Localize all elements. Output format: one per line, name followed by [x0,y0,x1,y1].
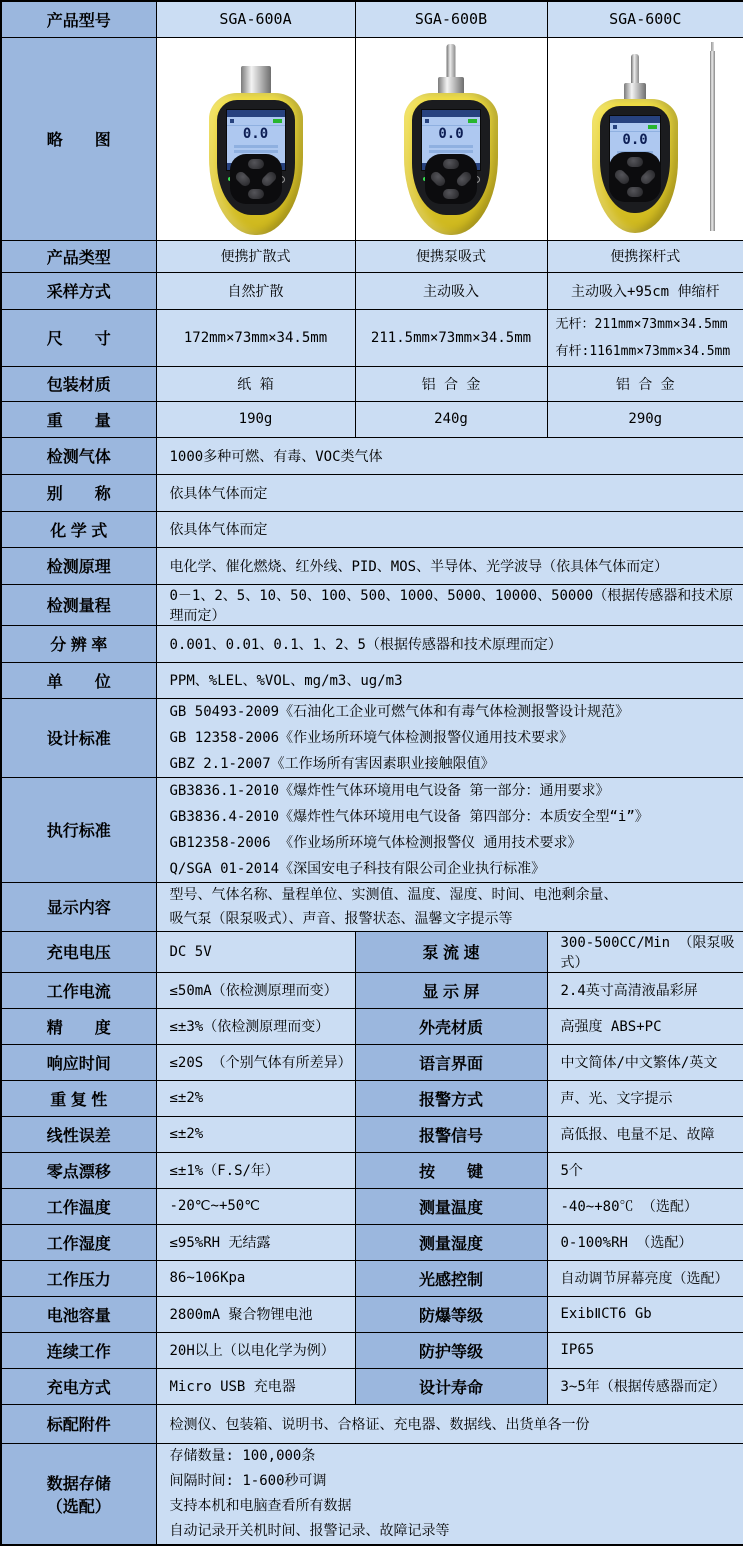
value-cell: 211.5mm×73mm×34.5mm [355,309,547,366]
screen-reading: 0.0 [438,125,464,142]
table-row [1,1188,743,1224]
storage-line: 支持本机和电脑查看所有数据 [169,1497,352,1514]
value-cell: -20℃~+50℃ [156,1188,355,1224]
device-body [404,93,498,235]
table-row [1,882,743,931]
row-label: 检测量程 [1,584,156,625]
row-label: 显 示 屏 [355,972,547,1008]
value-cell: 86~106Kpa [156,1260,355,1296]
value-cell: DC 5V [156,931,355,972]
battery-icon [273,119,282,123]
value-cell: 300-500CC/Min （限泵吸式） [547,931,743,972]
model-name-a: SGA-600A [156,1,355,37]
size-line: 有杆:1161mm×73mm×34.5mm [555,343,731,359]
row-label: 测量温度 [355,1188,547,1224]
row-label: 语言界面 [355,1044,547,1080]
device-front-panel [217,100,295,215]
screen-reading: 0.0 [622,131,648,148]
row-label: 充电电压 [1,931,156,972]
screen-row [234,145,278,148]
screen-row [429,145,473,148]
value-cell: 1000多种可燃、有毒、VOC类气体 [156,437,743,474]
value-cell: 便携泵吸式 [355,240,547,272]
value-cell: -40~+80℃ （选配） [547,1188,743,1224]
value-cell: ≤±2% [156,1116,355,1152]
battery-icon [648,125,657,129]
sensor-cap [241,66,271,94]
value-cell [156,882,743,931]
row-label: 重 量 [1,401,156,437]
standard-line: Q/SGA 01-2014《深国安电子科技有限公司企业执行标准》 [169,860,546,877]
row-label: 响应时间 [1,1044,156,1080]
value-cell: Micro USB 充电器 [156,1368,355,1404]
table-row [1,1,743,37]
table-row [1,1224,743,1260]
row-label: 工作湿度 [1,1224,156,1260]
storage-line: 存储数量: 100,000条 [169,1447,316,1464]
device-body [209,93,303,235]
screen-titlebar [227,110,285,117]
row-label: 重 复 性 [1,1080,156,1116]
standard-line: GB 12358-2006《作业场所环境气体检测报警仪通用技术要求》 [169,729,574,746]
screen-titlebar [610,116,660,123]
value-cell: ≤50mA（依检测原理而变） [156,972,355,1008]
table-row [1,437,743,474]
screen-reading: 0.0 [242,125,269,142]
value-cell: ≤±2% [156,1080,355,1116]
table-row [1,584,743,625]
value-cell: 0-100%RH （选配） [547,1224,743,1260]
device-body [592,99,678,233]
table-row [1,240,743,272]
down-button [248,189,264,199]
row-label: 电池容量 [1,1296,156,1332]
value-cell: 自动调节屏幕亮度（选配） [547,1260,743,1296]
telescopic-rod [710,51,715,231]
button-pad [230,154,282,204]
value-cell: 240g [355,401,547,437]
right-button [455,169,473,187]
value-cell: PPM、%LEL、%VOL、mg/m3、ug/m3 [156,662,743,698]
right-button [639,167,657,185]
value-cell [547,309,743,366]
value-cell: 声、光、文字提示 [547,1080,743,1116]
row-label: 工作压力 [1,1260,156,1296]
table-row [1,1404,743,1443]
table-row [1,1116,743,1152]
row-label: 显示内容 [1,882,156,931]
screen-statusbar [227,117,285,126]
table-row [1,1332,743,1368]
button-pad [425,154,477,204]
value-cell: 20H以上（以电化学为例） [156,1332,355,1368]
row-label-model: 产品型号 [1,1,156,37]
storage-line: 间隔时间: 1-600秒可调 [169,1472,327,1489]
value-cell [156,777,743,882]
speaker-icon [613,125,617,129]
table-row [1,37,743,240]
standard-line: GB 50493-2009《石油化工企业可燃气体和有毒气体检测报警设计规范》 [169,703,630,720]
display-line: 吸气泵（限泵吸式）、声音、报警状态、温馨文字提示等 [169,910,513,927]
table-row [1,698,743,777]
table-row [1,625,743,662]
storage-line: 自动记录开关机时间、报警记录、故障记录等 [169,1522,450,1539]
device-image-cell-c [547,37,743,240]
standard-line: GB12358-2006 《作业场所环境气体检测报警仪 通用技术要求》 [169,834,582,851]
value-cell: 主动吸入 [355,272,547,309]
row-label: 按 键 [355,1152,547,1188]
table-row [1,1368,743,1404]
rod-tip [711,42,714,51]
table-row [1,1008,743,1044]
row-label-sketch: 略 图 [1,37,156,240]
value-cell: 高低报、电量不足、故障 [547,1116,743,1152]
row-label: 报警信号 [355,1116,547,1152]
table-row [1,1296,743,1332]
value-cell: 铝 合 金 [355,366,547,401]
value-cell: ≤95%RH 无结露 [156,1224,355,1260]
row-label: 设计寿命 [355,1368,547,1404]
table-row [1,662,743,698]
value-cell: 便携扩散式 [156,240,355,272]
device-photo-sga-600a [171,39,341,239]
row-label: 泵 流 速 [355,931,547,972]
table-row [1,1260,743,1296]
value-cell: 依具体气体而定 [156,474,743,511]
display-line: 型号、气体名称、量程单位、实测值、温度、湿度、时间、电池剩余量、 [169,886,618,903]
left-button [613,167,631,185]
row-label: 精 度 [1,1008,156,1044]
up-button [443,159,459,169]
value-cell: 主动吸入+95cm 伸缩杆 [547,272,743,309]
row-label: 防爆等级 [355,1296,547,1332]
value-cell: 2800mA 聚合物锂电池 [156,1296,355,1332]
row-label: 采样方式 [1,272,156,309]
row-label-line: 数据存储 [46,1475,111,1493]
row-label: 检测气体 [1,437,156,474]
table-row [1,272,743,309]
row-label: 设计标准 [1,698,156,777]
value-cell: ≤±1%（F.S/年） [156,1152,355,1188]
row-label: 防护等级 [355,1332,547,1368]
row-label: 标配附件 [1,1404,156,1443]
row-label: 包装材质 [1,366,156,401]
value-cell: 3~5年（根据传感器而定） [547,1368,743,1404]
standard-line: GB3836.1-2010《爆炸性气体环境用电气设备 第一部分：通用要求》 [169,782,610,799]
value-cell: 0－1、2、5、10、50、100、500、1000、5000、10000、50000（根据传感器和技术原理而定） [156,584,743,625]
row-label: 执行标准 [1,777,156,882]
probe-inlet-tube [631,54,639,85]
value-cell: IP65 [547,1332,743,1368]
value-cell: 依具体气体而定 [156,511,743,547]
value-cell: 检测仪、包装箱、说明书、合格证、充电器、数据线、出货单各一份 [156,1404,743,1443]
value-cell: 0.001、0.01、0.1、1、2、5（根据传感器和技术原理而定） [156,625,743,662]
pump-inlet-tube [447,44,456,79]
value-cell: 自然扩散 [156,272,355,309]
value-cell: 2.4英寸高清液晶彩屏 [547,972,743,1008]
value-cell: 5个 [547,1152,743,1188]
battery-icon [468,119,477,123]
value-cell: 高强度 ABS+PC [547,1008,743,1044]
right-button [259,169,277,187]
device-front-panel [600,106,670,213]
value-cell: 中文简体/中文繁体/英文 [547,1044,743,1080]
standard-line: GB3836.4-2010《爆炸性气体环境用电气设备 第四部分：本质安全型“i”》 [169,808,649,825]
row-label: 线性误差 [1,1116,156,1152]
button-pad [609,152,661,202]
down-button [627,187,643,197]
row-label: 检测原理 [1,547,156,584]
model-name-b: SGA-600B [355,1,547,37]
row-label: 零点漂移 [1,1152,156,1188]
size-line: 无杆：211mm×73mm×34.5mm [555,316,728,332]
row-label: 工作电流 [1,972,156,1008]
value-cell: 纸 箱 [156,366,355,401]
value-cell: ≤±3%（依检测原理而变） [156,1008,355,1044]
row-label: 连续工作 [1,1332,156,1368]
table-row [1,511,743,547]
row-label: 光感控制 [355,1260,547,1296]
row-label: 别 称 [1,474,156,511]
row-label-line: （选配） [46,1498,111,1516]
up-button [248,159,264,169]
table-row [1,1443,743,1545]
row-label: 充电方式 [1,1368,156,1404]
up-button [627,157,643,167]
table-row [1,777,743,882]
speaker-icon [425,119,429,123]
left-button [233,169,251,187]
device-image-cell-a [156,37,355,240]
row-label: 化 学 式 [1,511,156,547]
row-label: 分 辨 率 [1,625,156,662]
row-label: 产品类型 [1,240,156,272]
value-cell: 290g [547,401,743,437]
value-cell: 便携探杆式 [547,240,743,272]
row-label: 工作温度 [1,1188,156,1224]
value-cell [156,1443,743,1545]
row-label: 测量湿度 [355,1224,547,1260]
standard-line: GBZ 2.1-2007《工作场所有害因素职业接触限值》 [169,755,495,772]
speaker-icon [230,119,234,123]
value-cell: ≤20S （个别气体有所差异） [156,1044,355,1080]
model-name-c: SGA-600C [547,1,743,37]
table-row [1,547,743,584]
screen-row [429,150,473,153]
table-row [1,366,743,401]
table-row [1,401,743,437]
device-front-panel [412,100,490,215]
table-row [1,1044,743,1080]
screen-statusbar [610,123,660,132]
screen-titlebar [422,110,480,117]
screen-row [234,150,278,153]
value-cell [156,698,743,777]
row-label: 尺 寸 [1,309,156,366]
value-cell: ExibⅡCT6 Gb [547,1296,743,1332]
table-row [1,931,743,972]
table-row [1,1080,743,1116]
value-cell: 电化学、催化燃烧、红外线、PID、MOS、半导体、光学波导（依具体气体而定） [156,547,743,584]
left-button [429,169,447,187]
row-label [1,1443,156,1545]
table-row [1,1152,743,1188]
value-cell: 172mm×73mm×34.5mm [156,309,355,366]
down-button [443,189,459,199]
device-photo-sga-600b [366,39,536,239]
row-label: 报警方式 [355,1080,547,1116]
table-row [1,309,743,366]
row-label: 单 位 [1,662,156,698]
row-label: 外壳材质 [355,1008,547,1044]
value-cell: 190g [156,401,355,437]
value-cell: 铝 合 金 [547,366,743,401]
device-photo-sga-600c [560,39,730,239]
table-row [1,972,743,1008]
screen-statusbar [422,117,480,126]
device-image-cell-b [355,37,547,240]
table-row [1,474,743,511]
